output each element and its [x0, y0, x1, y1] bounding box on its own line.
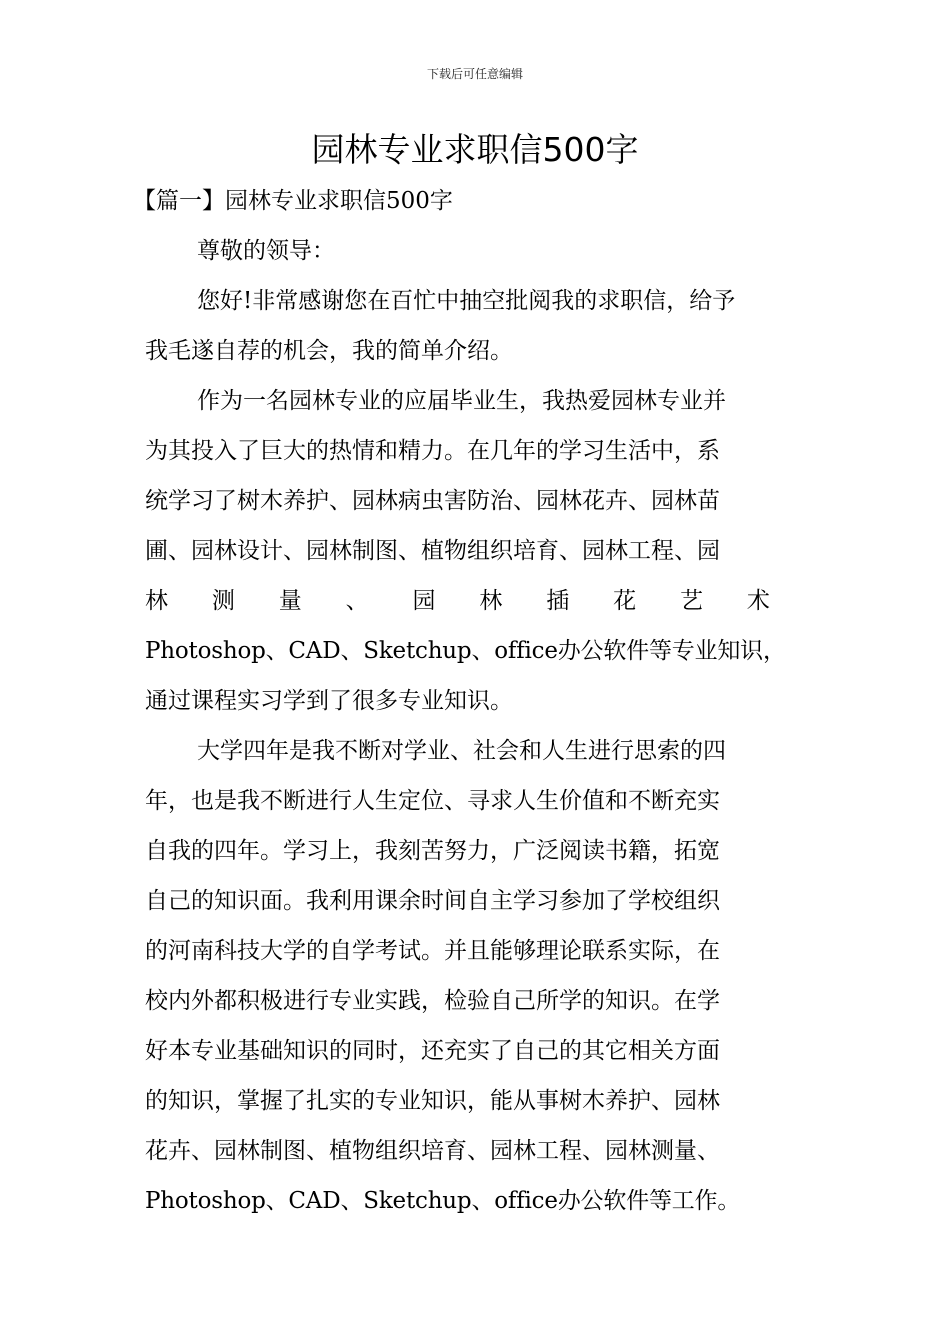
- spread-word: 术: [746, 588, 770, 614]
- paragraph-line: Photoshop、CAD、Sketchup、office办公软件等专业知识，: [145, 638, 786, 664]
- document-body: [133, 176, 825, 1226]
- paragraph-line: 年，也是我不断进行人生定位、寻求人生价值和不断充实: [145, 788, 720, 814]
- paragraph-line: 校内外都积极进行专业实践，检验自己所学的知识。在学: [145, 988, 720, 1014]
- spread-word: 林: [479, 588, 503, 614]
- spread-word: 园: [412, 588, 436, 614]
- header-note: 下载后可任意编辑: [426, 67, 523, 81]
- paragraph-line: 自己的知识面。我利用课余时间自主学习参加了学校组织: [145, 888, 720, 914]
- paragraph-line: 作为一名园林专业的应届毕业生，我热爱园林专业并: [197, 388, 726, 414]
- paragraph-line: 为其投入了巨大的热情和精力。在几年的学习生活中，系: [145, 438, 720, 464]
- paragraph-line: 圃、园林设计、园林制图、植物组织培育、园林工程、园: [145, 538, 720, 564]
- paragraph-line: 好本专业基础知识的同时，还充实了自己的其它相关方面: [145, 1038, 720, 1064]
- paragraph-line: 的知识，掌握了扎实的专业知识，能从事树木养护、园林: [145, 1088, 720, 1114]
- paragraph-line: 我毛遂自荐的机会，我的简单介绍。: [145, 338, 513, 364]
- paragraph-line: 统学习了树木养护、园林病虫害防治、园林花卉、园林苗: [145, 488, 720, 514]
- spread-word: 、: [345, 588, 369, 614]
- paragraph-line: 花卉、园林制图、植物组织培育、园林工程、园林测量、: [145, 1138, 720, 1164]
- paragraph-line: Photoshop、CAD、Sketchup、office办公软件等工作。: [145, 1188, 741, 1214]
- paragraph-line: 大学四年是我不断对学业、社会和人生进行思索的四: [197, 738, 726, 764]
- spread-word: 林: [145, 588, 168, 614]
- spread-word: 花: [613, 588, 637, 614]
- paragraph-line: 的河南科技大学的自学考试。并且能够理论联系实际，在: [145, 938, 720, 964]
- spread-word: 量: [278, 588, 302, 614]
- paragraph-line: 您好!非常感谢您在百忙中抽空批阅我的求职信，给予: [197, 288, 736, 314]
- document-title: 园林专业求职信500字: [311, 130, 639, 169]
- spread-word: 艺: [680, 588, 703, 614]
- section-label: 【篇一】园林专业求职信500字: [133, 188, 453, 214]
- paragraph-line-spread: [145, 576, 770, 626]
- spread-word: 插: [546, 588, 570, 614]
- greeting: 尊敬的领导：: [197, 238, 335, 264]
- paragraph-line: 通过课程实习学到了很多专业知识。: [145, 688, 513, 714]
- spread-word: 测: [211, 588, 235, 614]
- paragraph-line: 自我的四年。学习上，我刻苦努力，广泛阅读书籍，拓宽: [145, 838, 720, 864]
